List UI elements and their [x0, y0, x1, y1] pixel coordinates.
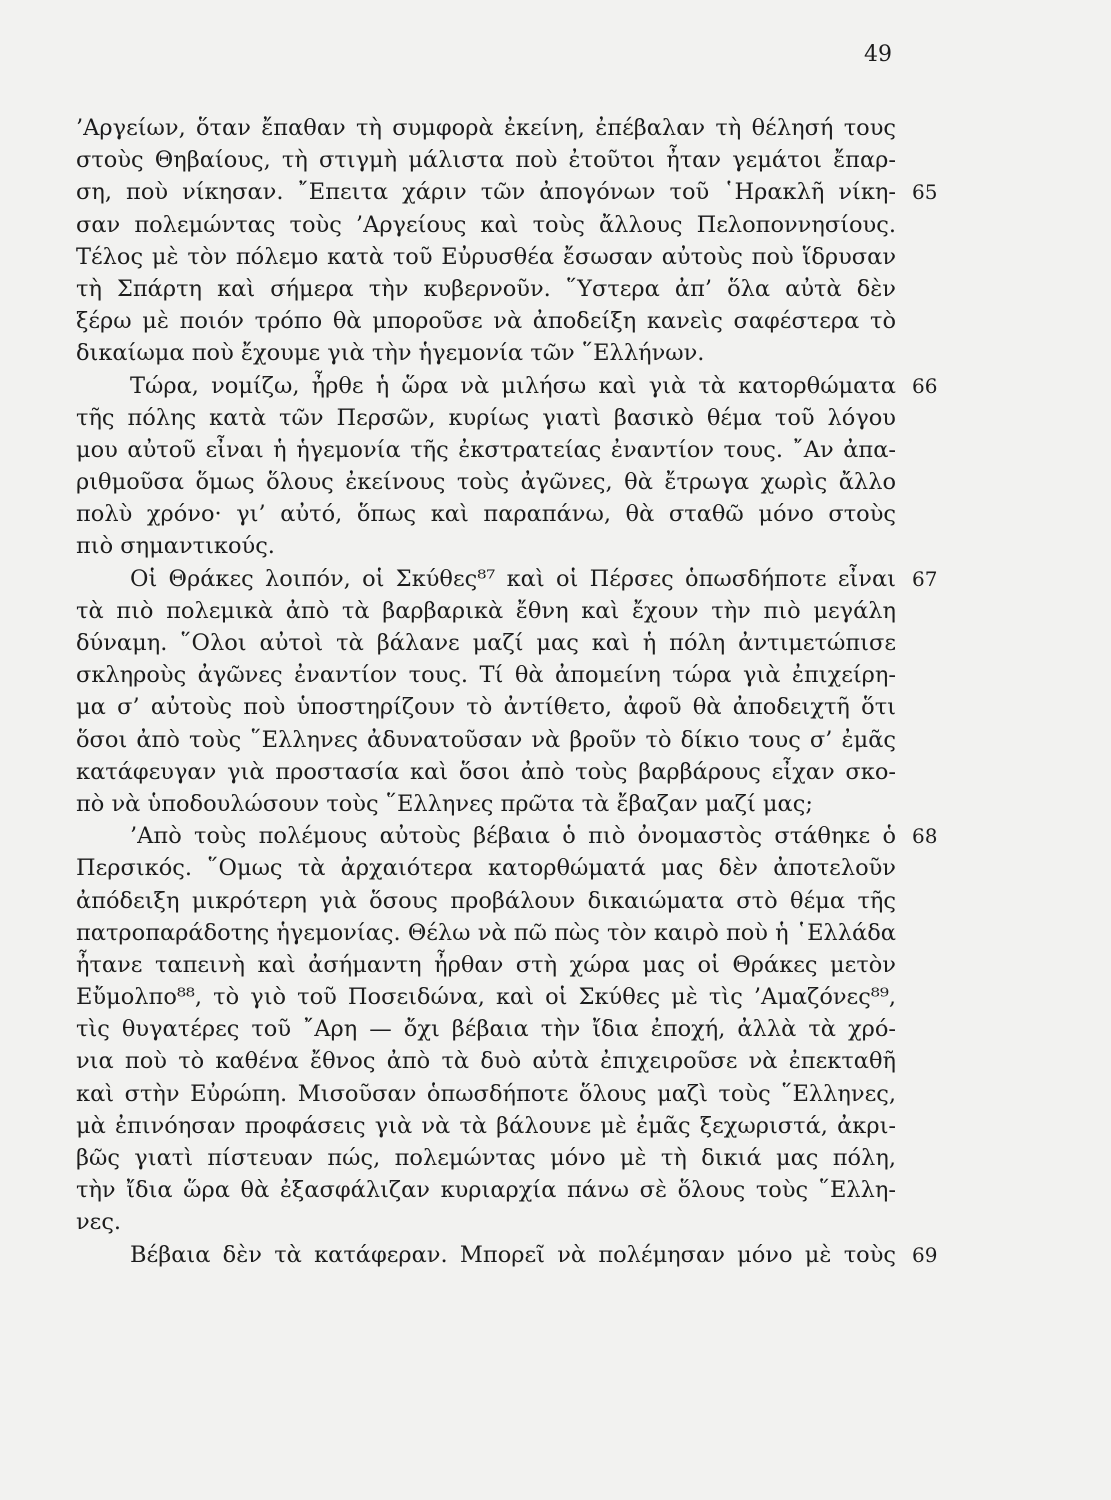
text-line-content: μου αὐτοῦ εἶναι ἡ ἡγεμονία τῆς ἐκστρατείας ἐναντίον τους. ῎Αν ἀπα-: [76, 436, 896, 463]
text-line-content: Εὔμολπο⁸⁸, τὸ γιὸ τοῦ Ποσειδώνα, καὶ οἱ Σκύθες μὲ τὶς ’Αμαζόνες⁸⁹,: [76, 984, 896, 1011]
text-line-content: πὸ νὰ ὑποδουλώσουν τοὺς ῞Ελληνες πρῶτα τὰ ἔβαζαν μαζί μας;: [76, 790, 813, 817]
text-line: [76, 1142, 896, 1174]
text-line-content: ἀπόδειξη μικρότερη γιὰ ὅσους προβάλουν δικαιώματα στὸ θέμα τῆς: [76, 887, 896, 914]
text-line-content: ’Απὸ τοὺς πολέμους αὐτοὺς βέβαια ὁ πιὸ ὀνομαστὸς στάθηκε ὁ: [130, 823, 896, 850]
text-line: [76, 112, 896, 144]
text-line-content: Τώρα, νομίζω, ἦρθε ἡ ὥρα νὰ μιλήσω καὶ γιὰ τὰ κατορθώματα: [130, 372, 896, 399]
text-line: [76, 305, 896, 337]
text-line-content: ση, ποὺ νίκησαν. ῎Επειτα χάριν τῶν ἀπογόνων τοῦ ῾Ηρακλῆ νίκη-: [76, 179, 896, 206]
text-line: [76, 981, 896, 1013]
text-line: [76, 820, 938, 852]
text-line-content: δικαίωμα ποὺ ἔχουμε γιὰ τὴν ἡγεμονία τῶν ῞Ελλήνων.: [76, 340, 705, 367]
text-line-content: πιὸ σημαντικούς.: [76, 533, 275, 560]
text-line-content: πολὺ χρόνο· γι’ αὐτό, ὅπως καὶ παραπάνω, θὰ σταθῶ μόνο στοὺς: [76, 501, 896, 528]
text-line-content: δύναμη. ῞Ολοι αὐτοὶ τὰ βάλανε μαζί μας καὶ ἡ πόλη ἀντιμετώπισε: [76, 630, 896, 656]
text-line-content: καὶ στὴν Εὐρώπη. Μισοῦσαν ὁπωσδήποτε ὅλους μαζὶ τοὺς ῞Ελληνες,: [76, 1080, 896, 1107]
text-line-content: ἦτανε ταπεινὴ καὶ ἀσήμαντη ἦρθαν στὴ χώρα μας οἱ Θράκες μετὸν: [76, 951, 896, 978]
text-line: [76, 691, 896, 723]
text-line-content: σαν πολεμώντας τοὺς ’Αργείους καὶ τοὺς ἄλλους Πελοποννησίους.: [76, 211, 896, 238]
text-line-content: μὰ ἐπινόησαν προφάσεις γιὰ νὰ τὰ βάλουνε μὲ ἐμᾶς ξεχωριστά, ἀκρι-: [76, 1112, 896, 1139]
section-number: 69: [912, 1242, 938, 1267]
text-line-content: Τέλος μὲ τὸν πόλεμο κατὰ τοῦ Εὐρυσθέα ἔσωσαν αὐτοὺς ποὺ ἵδρυσαν: [76, 243, 896, 270]
text-line-content: τὴ Σπάρτη καὶ σήμερα τὴν κυβερνοῦν. ῞Υστερα ἀπ’ ὅλα αὐτὰ δὲν: [76, 275, 896, 302]
text-line: [76, 1078, 896, 1110]
text-line: [76, 563, 938, 595]
text-line-content: κατάφευγαν γιὰ προστασία καὶ ὅσοι ἀπὸ τοὺς βαρβάρους εἶχαν σκο-: [76, 758, 896, 785]
text-line-content: ξέρω μὲ ποιόν τρόπο θὰ μποροῦσε νὰ ἀποδείξη κανεὶς σαφέστερα τὸ: [76, 308, 896, 335]
text-line: [76, 659, 896, 691]
text-line: [76, 434, 896, 466]
text-line: [76, 595, 896, 627]
text-line-content: τὰ πιὸ πολεμικὰ ἀπὸ τὰ βαρβαρικὰ ἔθνη καὶ ἔχουν τὴν πιὸ μεγάλη: [76, 597, 896, 624]
text-line: [76, 756, 896, 788]
text-line-content: βῶς γιατὶ πίστευαν πώς, πολεμώντας μόνο μὲ τὴ δικιά μας πόλη,: [76, 1145, 896, 1171]
text-line-content: Οἱ Θράκες λοιπόν, οἱ Σκύθες⁸⁷ καὶ οἱ Πέρσες ὁπωσδήποτε εἶναι: [130, 565, 896, 592]
text-line: [76, 949, 896, 981]
text-line-content: στοὺς Θηβαίους, τὴ στιγμὴ μάλιστα ποὺ ἐτοῦτοι ἦταν γεμάτοι ἔπαρ-: [76, 147, 896, 174]
text-line: [76, 788, 896, 820]
text-line: [76, 530, 896, 562]
text-line-content: τὴν ἴδια ὥρα θὰ ἐξασφάλιζαν κυριαρχία πάνω σὲ ὅλους τοὺς ῞Ελλη-: [76, 1177, 896, 1204]
text-line: [76, 1174, 896, 1206]
text-line: [76, 402, 896, 434]
text-line: [76, 241, 896, 273]
text-line: [76, 466, 896, 498]
section-number: 66: [912, 373, 938, 398]
text-line-content: ’Αργείων, ὅταν ἔπαθαν τὴ συμφορὰ ἐκείνη, ἐπέβαλαν τὴ θέλησή τους: [76, 115, 896, 141]
section-number: 65: [912, 180, 938, 205]
text-line: [76, 627, 896, 659]
body-text: [76, 112, 938, 1271]
text-line: [76, 498, 896, 530]
text-line-content: τῆς πόλης κατὰ τῶν Περσῶν, κυρίως γιατὶ βασικὸ θέμα τοῦ λόγου: [76, 404, 896, 431]
text-line: [76, 1206, 896, 1238]
text-line-content: τὶς θυγατέρες τοῦ ῎Αρη — ὄχι βέβαια τὴν ἴδια ἐποχή, ἀλλὰ τὰ χρό-: [76, 1016, 896, 1043]
text-line-content: νες.: [76, 1209, 122, 1236]
text-line: [76, 273, 896, 305]
text-line: [76, 370, 938, 402]
text-line: [76, 1239, 938, 1271]
text-line-content: ριθμοῦσα ὅμως ὅλους ἐκείνους τοὺς ἀγῶνες, θὰ ἔτρωγα χωρὶς ἄλλο: [76, 469, 896, 496]
text-line: [76, 885, 896, 917]
page-number: 49: [864, 42, 892, 67]
section-number: 68: [912, 824, 938, 849]
text-line: [76, 1110, 896, 1142]
text-line-content: Περσικός. ῞Ομως τὰ ἀρχαιότερα κατορθώματά μας δὲν ἀποτελοῦν: [76, 855, 896, 882]
text-line-content: Βέβαια δὲν τὰ κατάφεραν. Μπορεῖ νὰ πολέμησαν μόνο μὲ τοὺς: [130, 1241, 896, 1268]
text-line-content: νια ποὺ τὸ καθένα ἔθνος ἀπὸ τὰ δυὸ αὐτὰ ἐπιχειροῦσε νὰ ἐπεκταθῆ: [76, 1048, 896, 1075]
text-line-content: ὅσοι ἀπὸ τοὺς ῞Ελληνες ἀδυνατοῦσαν νὰ βροῦν τὸ δίκιο τους σ’ ἐμᾶς: [76, 726, 896, 753]
text-line: [76, 724, 896, 756]
text-line: [76, 1045, 896, 1077]
text-line-content: μα σ’ αὐτοὺς ποὺ ὑποστηρίζουν τὸ ἀντίθετο, ἀφοῦ θὰ ἀποδειχτῆ ὅτι: [76, 694, 896, 721]
section-number: 67: [912, 566, 938, 591]
text-line: [76, 209, 896, 241]
text-line: [76, 337, 896, 369]
text-line: [76, 176, 938, 208]
text-line: [76, 144, 896, 176]
text-line-content: πατροπαράδοτης ἡγεμονίας. Θέλω νὰ πῶ πὼς τὸν καιρὸ ποὺ ἡ ῾Ελλάδα: [76, 919, 896, 946]
text-line: [76, 852, 896, 884]
text-line: [76, 917, 896, 949]
text-line-content: σκληροὺς ἀγῶνες ἐναντίον τους. Τί θὰ ἀπομείνη τώρα γιὰ ἐπιχείρη-: [76, 662, 896, 689]
text-line: [76, 1013, 896, 1045]
